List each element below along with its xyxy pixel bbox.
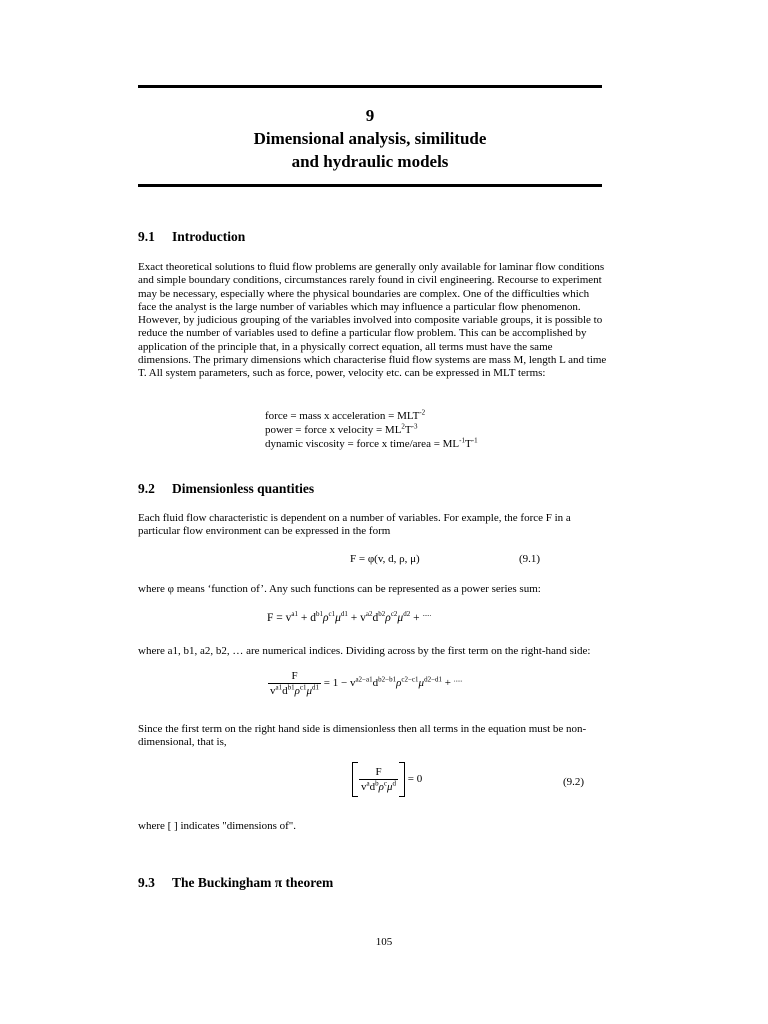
eq-exp: c xyxy=(383,779,387,788)
eq-exp: d2−d1 xyxy=(424,675,443,684)
eq-text: d xyxy=(372,677,379,690)
section-heading-buckingham xyxy=(138,875,333,891)
mlt-force-line xyxy=(265,410,425,423)
eq-symbol: ρ xyxy=(378,781,384,793)
power-series-equation xyxy=(267,612,431,624)
eq-exp: b2−b1 xyxy=(378,675,397,684)
eq-exp: d xyxy=(392,779,397,788)
eq-text: = 1 − v xyxy=(321,677,356,690)
dimensionless-paragraph-2: where φ means ‘function of’. Any such functions can be represented as a power series sum: xyxy=(138,583,541,595)
mlt-power-exponent-2: -3 xyxy=(411,422,418,431)
equation-9-1: F = φ(v, d, ρ, μ) xyxy=(350,553,420,565)
mlt-force-exponent: -2 xyxy=(419,408,426,417)
eq-text: v xyxy=(270,685,276,697)
bottom-rule xyxy=(138,184,602,187)
eq-exp: b2 xyxy=(378,610,386,619)
division-fraction xyxy=(268,670,321,697)
mlt-viscosity-t: T xyxy=(465,438,472,450)
eq-text: d xyxy=(369,781,376,793)
dimensionless-paragraph-4: Since the first term on the right hand side is dimensionless then all terms in the equation must be non-dimensional, that is, xyxy=(138,723,587,749)
eq-text: F = v xyxy=(267,612,292,624)
eq-exp: d1 xyxy=(340,610,348,619)
eq-text: = 0 xyxy=(405,773,423,786)
eq-exp: d2 xyxy=(403,610,411,619)
dimensionless-paragraph-3: where a1, b1, a2, b2, … are numerical indices. Dividing across by the first term on the right-hand side: xyxy=(138,645,591,657)
eq-dots: ..... xyxy=(453,675,463,684)
mlt-viscosity-text: dynamic viscosity = force x time/area = ML xyxy=(265,438,460,450)
mlt-power-t: T xyxy=(404,424,412,436)
eq-exp: c2 xyxy=(390,610,398,619)
mlt-power-line xyxy=(265,424,418,437)
dimensionless-paragraph-1: Each fluid flow characteristic is dependent on a number of variables. For example, the force F in a particular flow environment can be expressed in the form xyxy=(138,512,571,538)
chapter-title-line-2: and hydraulic models xyxy=(291,152,449,171)
eq-text: + d xyxy=(298,612,316,624)
eq-symbol: μ xyxy=(387,781,393,793)
bracket-fraction xyxy=(359,766,398,793)
mlt-viscosity-exponent-2: -1 xyxy=(471,436,478,445)
section-title: The Buckingham π theorem xyxy=(172,875,334,890)
eq-symbol: μ xyxy=(306,685,313,697)
mlt-force-text: force = mass x acceleration = MLT xyxy=(265,410,420,422)
eq-symbol: ρ xyxy=(385,612,391,624)
eq-symbol: μ xyxy=(335,612,341,624)
eq-text: v xyxy=(361,781,367,793)
top-rule xyxy=(138,85,602,88)
equation-number-9-2: (9.2) xyxy=(563,776,585,788)
section-heading-introduction xyxy=(138,229,245,245)
chapter-number: 9 xyxy=(365,106,375,125)
eq-exp: c2−c1 xyxy=(401,675,419,684)
eq-exp: b1 xyxy=(287,683,295,692)
eq-exp: c1 xyxy=(299,683,307,692)
fraction-denominator xyxy=(359,780,398,793)
eq-text: d xyxy=(372,612,379,624)
mlt-power-text: power = force x velocity = ML xyxy=(265,424,402,436)
eq-symbol: μ xyxy=(418,677,425,690)
section-title: Dimensionless quantities xyxy=(172,481,315,496)
equation-number-9-1: (9.1) xyxy=(519,553,541,565)
section-number: 9.1 xyxy=(138,229,155,244)
section-number: 9.3 xyxy=(138,875,155,890)
fraction-denominator xyxy=(268,684,321,697)
eq-exp: d1 xyxy=(312,683,320,692)
eq-exp: b xyxy=(375,779,379,788)
intro-paragraph: Exact theoretical solutions to fluid flow problems are generally only available for laminar flow conditions and simple boundary conditions, circumstances rarely found in civil engineering. Recourse to experiment may be necessary, especially where the physical boundaries are complex. One of the difficulties which face the analyst is the large number of variables which may influence a particular flow phenomenon. However, by judicious grouping of the variables involved into composite variable groups, it is possible to reduce the number of variables used to define a particular flow problem. This can be accomplished by application of the principle that, in a physically correct equation, all terms must have the same dimensions. The primary dimensions which characterise fluid flow systems are mass M, length L and time T. All system parameters, such as force, power, velocity etc. can be expressed in MLT terms: xyxy=(138,261,607,380)
eq-symbol: μ xyxy=(397,612,404,624)
chapter-title-line-1: Dimensional analysis, similitude xyxy=(253,129,487,148)
eq-symbol: ρ xyxy=(323,612,329,624)
eq-exp: a1 xyxy=(291,610,298,619)
equation-9-2 xyxy=(352,762,422,797)
eq-exp: a1 xyxy=(275,683,283,692)
eq-symbol: ρ xyxy=(294,685,300,697)
eq-dots: ..... xyxy=(422,610,432,619)
fraction-numerator: F xyxy=(359,766,398,780)
section-title: Introduction xyxy=(172,229,246,244)
eq-exp: b1 xyxy=(316,610,323,619)
mlt-power-exponent-1: 2 xyxy=(401,422,405,431)
eq-exp: a2−a1 xyxy=(355,675,373,684)
eq-text: + v xyxy=(347,612,366,624)
section-number: 9.2 xyxy=(138,481,155,496)
eq-exp: c1 xyxy=(328,610,336,619)
eq-exp: a2 xyxy=(365,610,373,619)
fraction-numerator: F xyxy=(268,670,321,684)
division-equation xyxy=(268,670,462,697)
dimensionless-paragraph-5: where [ ] indicates "dimensions of". xyxy=(138,820,297,832)
eq-exp: a xyxy=(366,779,370,788)
eq-symbol: ρ xyxy=(396,677,402,690)
section-heading-dimensionless xyxy=(138,481,314,497)
mlt-viscosity-exponent-1: -1 xyxy=(459,436,465,445)
dimensions-bracket xyxy=(352,762,405,797)
page-number: 105 xyxy=(375,936,393,948)
eq-text: + xyxy=(442,677,454,690)
mlt-viscosity-line xyxy=(265,438,478,451)
eq-text: + xyxy=(410,612,423,624)
eq-text: d xyxy=(282,685,288,697)
